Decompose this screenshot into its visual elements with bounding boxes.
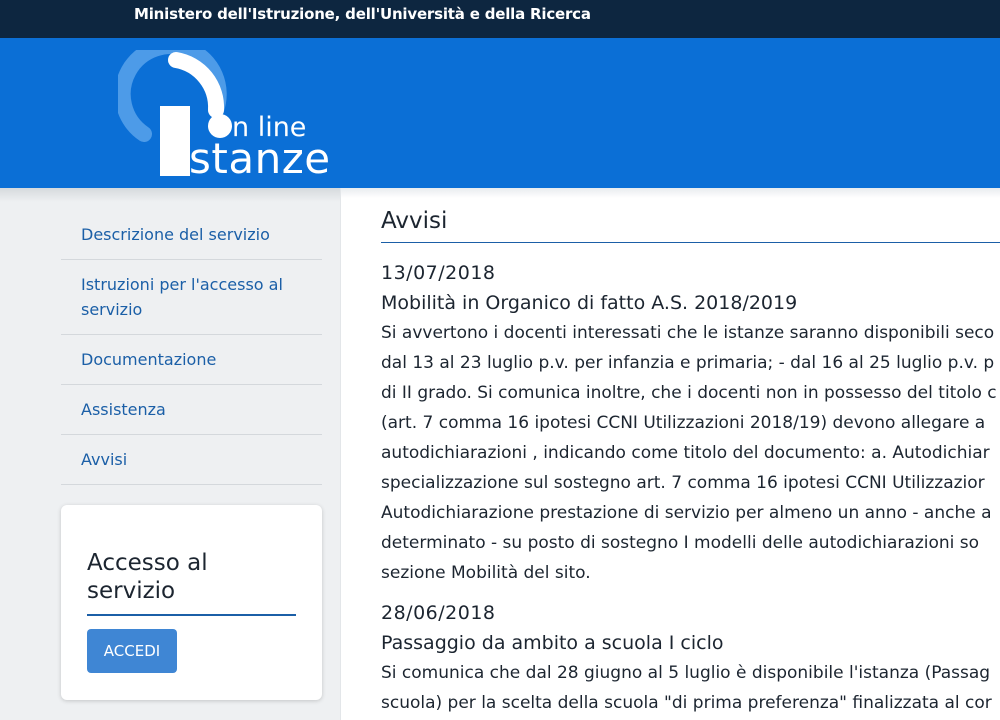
sidebar-nav xyxy=(61,210,322,485)
site-header xyxy=(0,38,1000,188)
access-card xyxy=(61,505,322,700)
accedi-button[interactable]: ACCEDI xyxy=(87,629,177,673)
news-headline: Mobilità in Organico di fatto A.S. 2018/2019 xyxy=(381,292,798,314)
news-body-line: Si comunica che dal 28 giugno al 5 luglio è disponibile l'istanza (Passag xyxy=(381,663,991,683)
sidebar-item-documentazione[interactable]: Documentazione xyxy=(61,335,322,385)
sidebar-item-istruzioni[interactable]: Istruzioni per l'accesso al servizio xyxy=(61,260,322,335)
news-body xyxy=(381,318,1000,588)
news-body-line: Autodichiarazione prestazione di servizio per almeno un anno - anche a xyxy=(381,503,992,523)
news-date: 28/06/2018 xyxy=(381,602,496,624)
news-body-line: sezione Mobilità del sito. xyxy=(381,563,591,583)
news-headline: Passaggio da ambito a scuola I ciclo xyxy=(381,632,724,654)
sidebar-item-avvisi[interactable]: Avvisi xyxy=(61,435,322,485)
news-body-line: scuola) per la scelta della scuola "di prima preferenza" finalizzata al cor xyxy=(381,693,992,713)
news-body-line: Si avvertono i docenti interessati che le istanze saranno disponibili seco xyxy=(381,323,995,343)
news-item xyxy=(381,598,1000,718)
ministry-top-bar xyxy=(0,0,1000,38)
news-body xyxy=(381,658,1000,718)
main-content xyxy=(341,188,1000,720)
access-card-title: Accesso al servizio xyxy=(87,550,208,604)
access-card-divider xyxy=(87,614,296,616)
news-body-line: autodichiarazioni , indicando come titolo del documento: a. Autodichiar xyxy=(381,443,990,463)
news-body-line: specializzazione sul sostegno art. 7 comma 16 ipotesi CCNI Utilizzazior xyxy=(381,473,985,493)
sidebar-item-assistenza[interactable]: Assistenza xyxy=(61,385,322,435)
logo-online-text: n line xyxy=(232,112,307,143)
title-divider xyxy=(381,242,1000,243)
istanze-online-logo[interactable] xyxy=(118,50,348,182)
news-body-line: (art. 7 comma 16 ipotesi CCNI Utilizzazioni 2018/19) devono allegare a xyxy=(381,413,986,433)
sidebar-shadow xyxy=(0,188,340,202)
page-title: Avvisi xyxy=(381,208,448,234)
main-shadow xyxy=(341,188,1000,198)
news-body-line: determinato - su posto di sostegno I modelli delle autodichiarazioni so xyxy=(381,533,980,553)
logo-istanze-text: stanze xyxy=(189,134,331,183)
news-date: 13/07/2018 xyxy=(381,262,496,284)
news-body-line: di II grado. Si comunica inoltre, che i docenti non in possesso del titolo c xyxy=(381,383,997,403)
ministry-name: Ministero dell'Istruzione, dell'Università e della Ricerca xyxy=(134,5,591,23)
sidebar-item-descrizione[interactable]: Descrizione del servizio xyxy=(61,210,322,260)
news-item xyxy=(381,258,1000,588)
sidebar xyxy=(0,188,340,720)
news-body-line: dal 13 al 23 luglio p.v. per infanzia e primaria; - dal 16 al 25 luglio p.v. p xyxy=(381,353,995,373)
